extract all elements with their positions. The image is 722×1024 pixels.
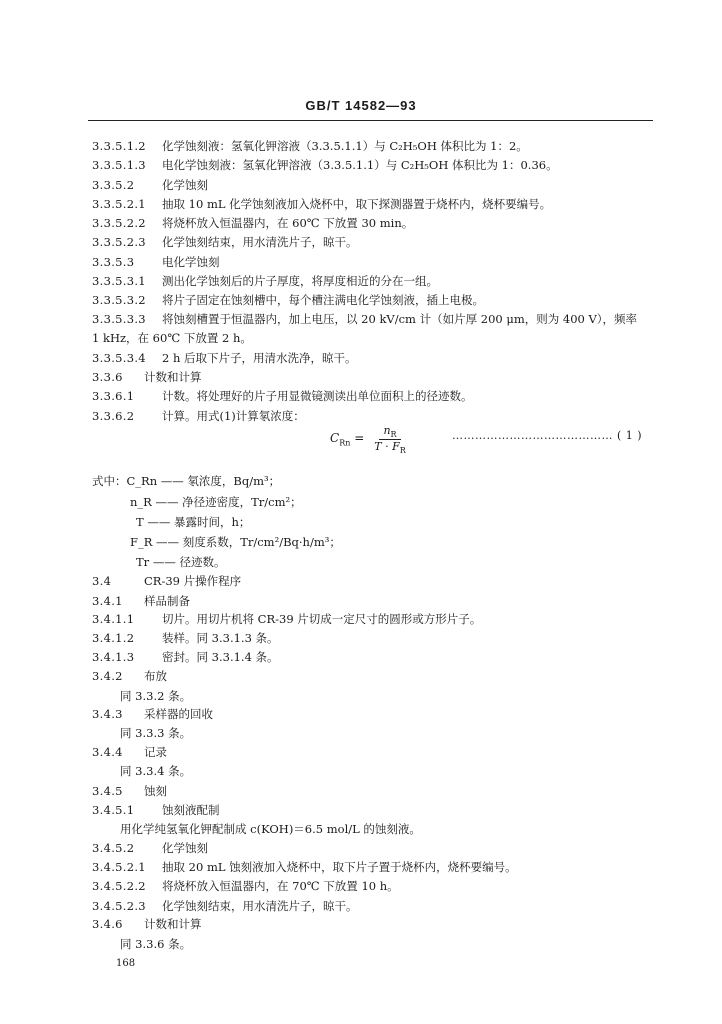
clause-number: 3.3.6.2 <box>92 409 135 423</box>
text-line <box>92 138 657 154</box>
clause-number: 3.3.5.3.3 <box>92 312 146 326</box>
clause-text: 采样器的回收 <box>144 707 213 721</box>
formula-numerator: $n_R$ <box>379 424 400 440</box>
clause-number: 3.4.1 <box>92 594 123 608</box>
clause-text: 化学蚀刻 <box>162 841 208 855</box>
clause-number: 3.4 <box>92 574 112 588</box>
clause-text: 电化学蚀刻 <box>162 255 220 269</box>
clause-text: 布放 <box>144 669 167 683</box>
clause-text: 电化学蚀刻液：氢氧化钾溶液（3.3.5.1.1）与 C₂H₅OH 体积比为 1：0.36。 <box>162 158 558 172</box>
clause-text: 将蚀刻槽置于恒温器内，加上电压，以 20 kV/cm 计（如片厚 200 μm，则为 400 V），频率 <box>162 312 638 326</box>
definition-line: 式中：C_Rn —— 氡浓度，Bq/m³； <box>92 474 281 488</box>
clause-text: 切片。用切片机将 CR-39 片切成一定尺寸的圆形或方形片子。 <box>162 612 482 626</box>
clause-text: 装样。同 3.3.1.3 条。 <box>162 631 279 645</box>
clause-number: 3.3.5.2 <box>92 178 135 192</box>
clause-text: 蚀刻 <box>144 784 167 798</box>
text-line <box>92 802 657 818</box>
clause-number: 3.3.5.1.2 <box>92 139 146 153</box>
definition-line: F_R —— 刻度系数，Tr/cm²/Bq·h/m³； <box>130 535 341 549</box>
text-line <box>92 408 657 424</box>
text-line <box>92 350 657 366</box>
clause-text: 2 h 后取下片子，用清水洗净，晾干。 <box>162 351 357 365</box>
text-line <box>92 330 657 346</box>
text-line <box>92 593 657 609</box>
clause-text: 化学蚀刻结束，用水清洗片子，晾干。 <box>162 235 358 249</box>
text-line <box>92 157 657 173</box>
text-line <box>92 234 657 250</box>
clause-text: 记录 <box>144 745 167 759</box>
clause-number: 3.4.1.2 <box>92 631 135 645</box>
clause-text: 计数。将处理好的片子用显微镜测读出单位面积上的径迹数。 <box>162 389 473 403</box>
text-line <box>92 215 657 231</box>
clause-text: 蚀刻液配制 <box>162 803 220 817</box>
text-line <box>92 196 657 212</box>
text-line <box>92 311 657 327</box>
clause-number: 3.3.5.3.1 <box>92 274 146 288</box>
text-line <box>92 706 657 722</box>
formula-number: ( 1 ) <box>617 429 643 442</box>
clause-number: 3.4.5.2 <box>92 841 135 855</box>
clause-number: 3.3.5.2.1 <box>92 197 146 211</box>
clause-text: CR-39 片操作程序 <box>144 574 242 588</box>
text-line <box>92 611 657 627</box>
page-number: 168 <box>116 958 136 969</box>
formula-number-leader <box>452 429 642 442</box>
clause-number: 3.4.6 <box>92 917 123 931</box>
text-line <box>120 763 685 779</box>
text-line <box>120 821 685 837</box>
clause-text: 将烧杯放入恒温器内，在 70℃ 下放置 10 h。 <box>162 879 399 893</box>
clause-text: 1 kHz，在 60℃ 下放置 2 h。 <box>92 331 252 345</box>
clause-text: 抽取 20 mL 蚀刻液加入烧杯中，取下片子置于烧杯内，烧杯要编号。 <box>162 860 517 874</box>
clause-number: 3.3.5.1.3 <box>92 158 146 172</box>
clause-text: 同 3.3.6 条。 <box>120 937 192 951</box>
clause-text: 同 3.3.4 条。 <box>120 764 192 778</box>
text-line <box>92 668 657 684</box>
formula-1 <box>330 424 410 455</box>
text-line <box>120 725 685 741</box>
clause-text: 用化学纯氢氧化钾配制成 c(KOH)＝6.5 mol/L 的蚀刻液。 <box>120 822 421 836</box>
text-line <box>92 254 657 270</box>
text-line <box>92 859 657 875</box>
clause-number: 3.3.6.1 <box>92 389 135 403</box>
text-line <box>92 273 657 289</box>
clause-text: 计数和计算 <box>144 917 202 931</box>
clause-number: 3.3.5.2.3 <box>92 235 146 249</box>
formula-denominator: $T \cdot F_R$ <box>374 440 406 456</box>
clause-text: 同 3.3.2 条。 <box>120 689 192 703</box>
text-line <box>92 292 657 308</box>
text-line <box>120 688 685 704</box>
definition-line: n_R —— 净径迹密度，Tr/cm²； <box>130 495 302 509</box>
text-line <box>92 573 657 589</box>
clause-number: 3.4.3 <box>92 707 123 721</box>
text-line <box>92 916 657 932</box>
text-line <box>120 936 685 952</box>
clause-text: 化学蚀刻 <box>162 178 208 192</box>
clause-number: 3.4.5 <box>92 784 123 798</box>
text-line <box>92 388 657 404</box>
text-line <box>92 898 657 914</box>
formula-lhs: $C_{Rn}$ = <box>330 431 365 448</box>
clause-number: 3.4.5.2.1 <box>92 860 146 874</box>
text-line <box>92 649 657 665</box>
text-line <box>92 369 657 385</box>
clause-number: 3.4.5.1 <box>92 803 135 817</box>
standard-header: GB/T 14582—93 <box>305 98 417 113</box>
clause-text: 将烧杯放入恒温器内，在 60℃ 下放置 30 min。 <box>162 216 414 230</box>
clause-text: 抽取 10 mL 化学蚀刻液加入烧杯中，取下探测器置于烧杯内，烧杯要编号。 <box>162 197 552 211</box>
clause-text: 化学蚀刻结束，用水清洗片子，晾干。 <box>162 899 358 913</box>
clause-number: 3.4.1.1 <box>92 612 135 626</box>
definition-line: T —— 暴露时间，h； <box>136 515 251 529</box>
clause-number: 3.3.5.2.2 <box>92 216 146 230</box>
clause-text: 同 3.3.3 条。 <box>120 726 192 740</box>
text-line <box>92 177 657 193</box>
clause-number: 3.4.5.2.3 <box>92 899 146 913</box>
formula-fraction <box>370 424 410 455</box>
clause-number: 3.4.5.2.2 <box>92 879 146 893</box>
clause-text: 测出化学蚀刻后的片子厚度，将厚度相近的分在一组。 <box>162 274 438 288</box>
clause-text: 将片子固定在蚀刻槽中，每个槽注满电化学蚀刻液，插上电极。 <box>162 293 484 307</box>
formula-dots: …………………………………… <box>452 429 613 442</box>
clause-text: 密封。同 3.3.1.4 条。 <box>162 650 279 664</box>
clause-text: 计算。用式(1)计算氡浓度： <box>162 409 305 423</box>
text-line <box>92 630 657 646</box>
clause-text: 化学蚀刻液：氢氧化钾溶液（3.3.5.1.1）与 C₂H₅OH 体积比为 1：2。 <box>162 139 528 153</box>
clause-number: 3.3.5.3.2 <box>92 293 146 307</box>
clause-text: 样品制备 <box>144 594 190 608</box>
clause-text: 计数和计算 <box>144 370 202 384</box>
text-line <box>92 878 657 894</box>
clause-number: 3.4.2 <box>92 669 123 683</box>
header-rule <box>88 120 653 121</box>
text-line <box>92 840 657 856</box>
clause-number: 3.4.1.3 <box>92 650 135 664</box>
definition-line: Tr —— 径迹数。 <box>136 555 226 569</box>
text-line <box>92 783 657 799</box>
text-line <box>92 744 657 760</box>
clause-number: 3.4.4 <box>92 745 123 759</box>
clause-number: 3.3.5.3 <box>92 255 135 269</box>
clause-number: 3.3.5.3.4 <box>92 351 146 365</box>
clause-number: 3.3.6 <box>92 370 123 384</box>
